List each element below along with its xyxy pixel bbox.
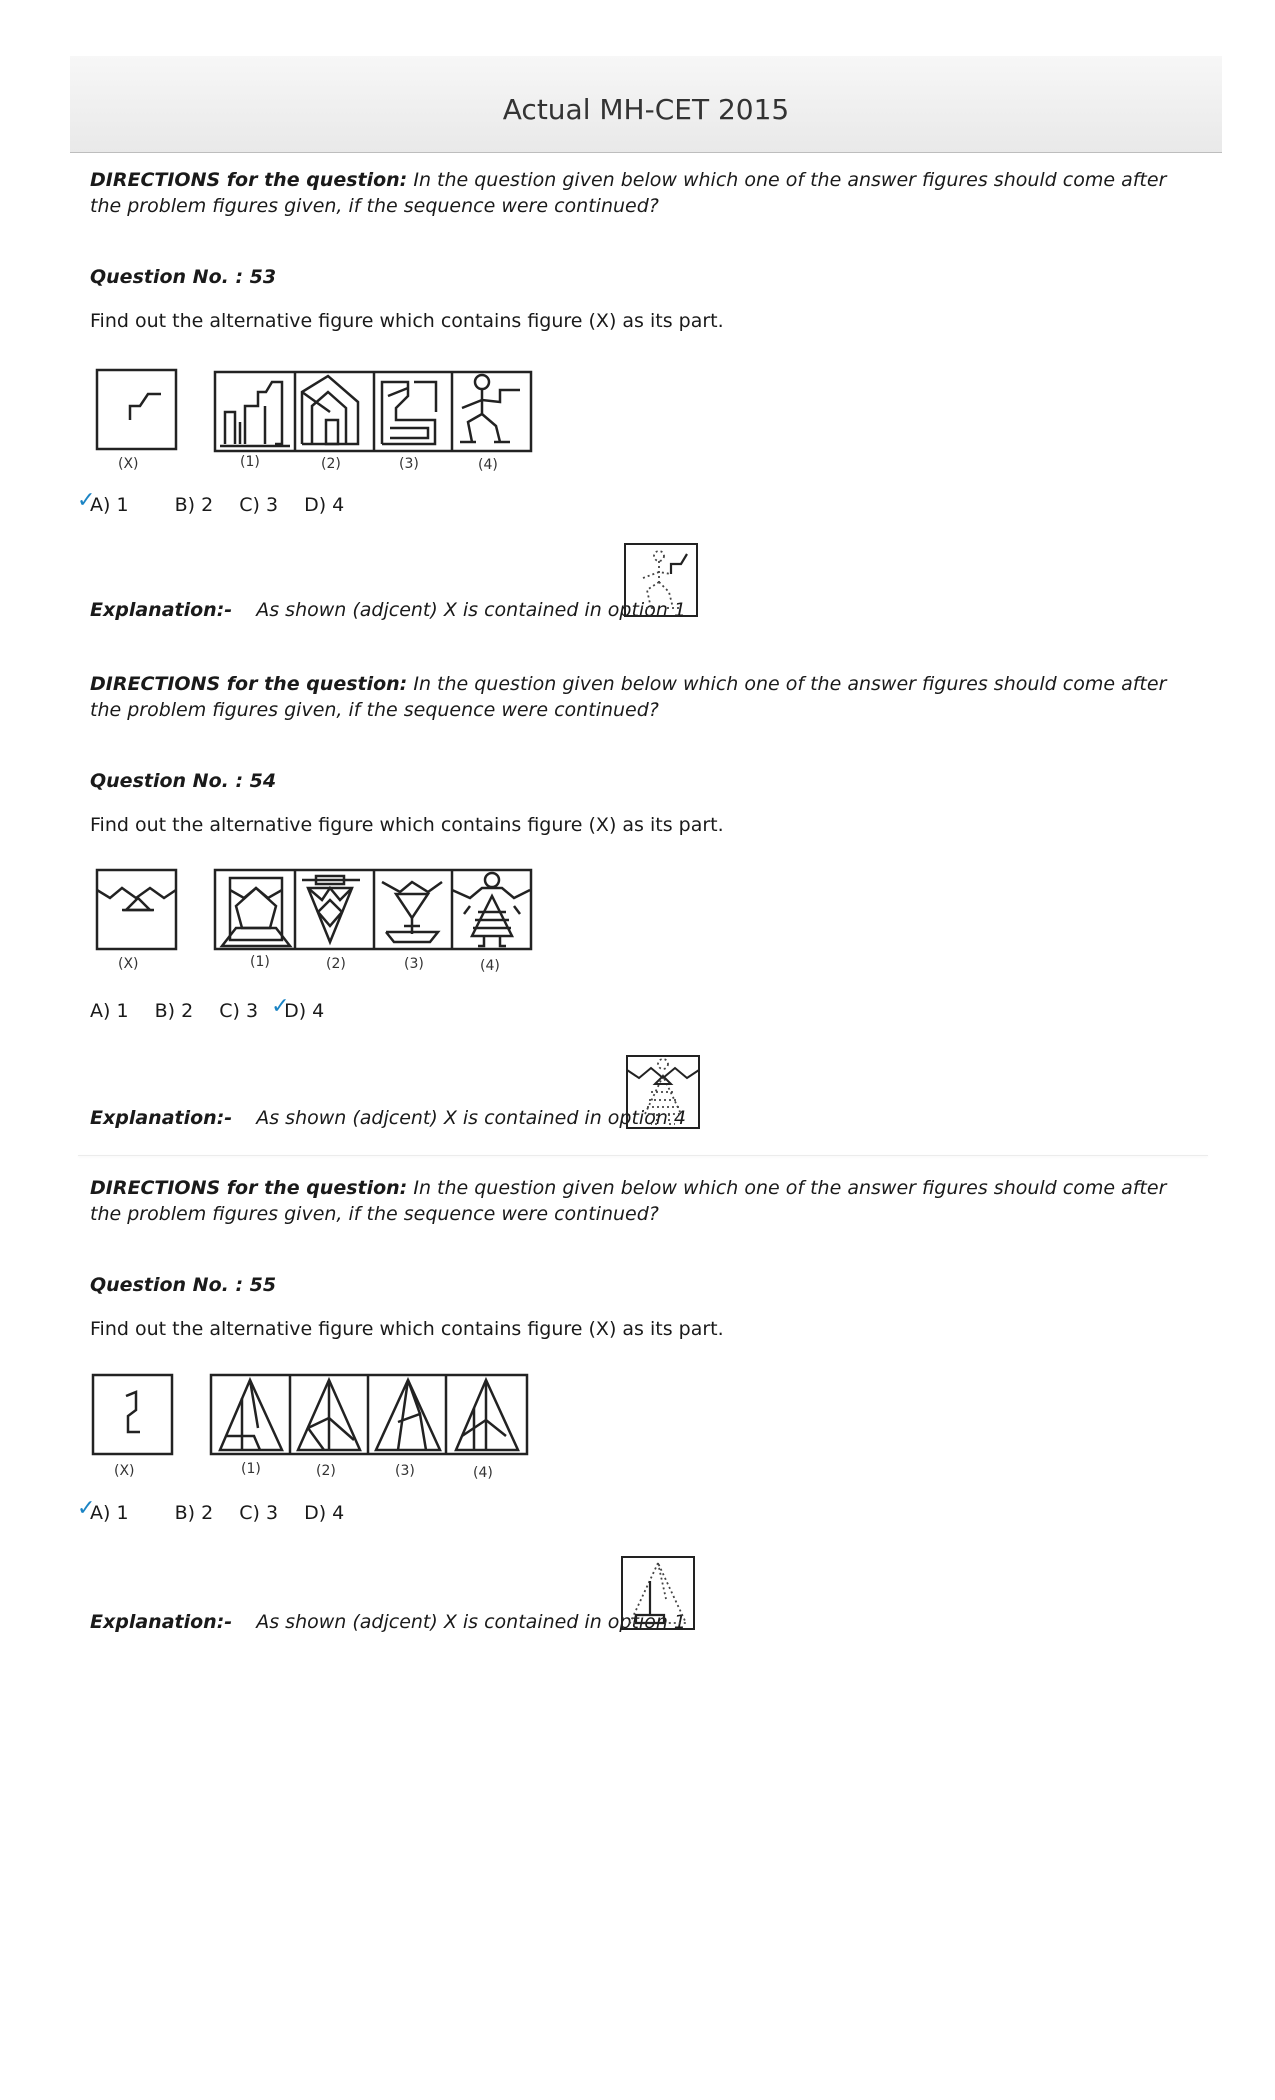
question-stem: Find out the alternative figure which contains figure (X) as its part. xyxy=(90,310,724,332)
figure-label-1: (1) xyxy=(241,1461,261,1477)
figure-label-2: (2) xyxy=(321,456,341,472)
question-stem: Find out the alternative figure which contains figure (X) as its part. xyxy=(90,814,724,836)
option-b[interactable]: B) 2 xyxy=(154,1000,194,1022)
explanation-label: Explanation:- xyxy=(90,1611,233,1633)
explanation xyxy=(90,1107,686,1129)
figure-strip xyxy=(90,362,550,472)
section-divider xyxy=(78,1155,1208,1156)
directions xyxy=(90,1175,1180,1227)
question-number: Question No. : 54 xyxy=(90,770,277,792)
explanation-figure xyxy=(623,542,699,620)
question-number: Question No. : 55 xyxy=(90,1274,277,1296)
question-block-55 xyxy=(77,1175,1180,1633)
question-stem: Find out the alternative figure which contains figure (X) as its part. xyxy=(90,1318,724,1340)
explanation-text: As shown (adjcent) X is contained in option 4 xyxy=(256,1107,686,1129)
option-a[interactable]: ✓ A) 1 xyxy=(77,1496,129,1524)
figure-label-x: (X) xyxy=(118,456,139,472)
question-block-53 xyxy=(77,167,1180,621)
checkmark-icon: ✓ xyxy=(77,1496,96,1521)
directions-text: In the question given below which one of the answer figures should come after the problem figures given, if the sequence were continued? xyxy=(90,1177,1167,1225)
option-a[interactable]: ✓ A) 1 xyxy=(77,488,129,516)
page-title: Actual MH-CET 2015 xyxy=(502,93,790,126)
option-c[interactable]: C) 3 xyxy=(239,1502,279,1524)
answer-options xyxy=(90,994,364,1022)
directions-label: DIRECTIONS for the question: xyxy=(90,673,408,695)
figure-label-2: (2) xyxy=(326,956,346,972)
figure-label-4: (4) xyxy=(478,457,498,472)
explanation-label: Explanation:- xyxy=(90,1107,233,1129)
question-number: Question No. : 53 xyxy=(90,266,277,288)
option-b[interactable]: B) 2 xyxy=(174,494,214,516)
figure-strip xyxy=(90,866,550,976)
figure-label-3: (3) xyxy=(399,456,419,472)
explanation xyxy=(90,1611,686,1633)
explanation-figure xyxy=(625,1054,701,1132)
figure-label-x: (X) xyxy=(118,956,139,972)
answer-options xyxy=(77,488,364,516)
figure-label-4: (4) xyxy=(473,1465,493,1480)
checkmark-icon: ✓ xyxy=(271,994,290,1019)
page-header xyxy=(70,56,1222,153)
figure-label-2: (2) xyxy=(316,1463,336,1479)
option-a[interactable]: A) 1 xyxy=(90,1000,129,1022)
option-c[interactable]: C) 3 xyxy=(239,494,279,516)
directions-label: DIRECTIONS for the question: xyxy=(90,1177,408,1199)
explanation-label: Explanation:- xyxy=(90,599,233,621)
option-d[interactable]: D) 4 xyxy=(304,494,345,516)
answer-options xyxy=(77,1496,364,1524)
directions-label: DIRECTIONS for the question: xyxy=(90,169,408,191)
figure-label-1: (1) xyxy=(250,954,270,970)
directions-text: In the question given below which one of the answer figures should come after the problem figures given, if the sequence were continued? xyxy=(90,169,1167,217)
option-d[interactable]: ✓ D) 4 xyxy=(271,994,325,1022)
figure-label-1: (1) xyxy=(240,454,260,470)
figure-label-x: (X) xyxy=(114,1463,135,1479)
directions xyxy=(90,167,1180,219)
figure-label-3: (3) xyxy=(404,956,424,972)
explanation xyxy=(90,599,686,621)
figure-label-3: (3) xyxy=(395,1463,415,1479)
explanation-text: As shown (adjcent) X is contained in option 1 xyxy=(256,1611,686,1633)
explanation-text: As shown (adjcent) X is contained in option 1 xyxy=(256,599,686,621)
directions xyxy=(90,671,1180,723)
question-block-54 xyxy=(90,671,1180,1129)
option-c[interactable]: C) 3 xyxy=(219,1000,259,1022)
checkmark-icon: ✓ xyxy=(77,488,96,513)
figure-label-4: (4) xyxy=(480,958,500,974)
option-d[interactable]: D) 4 xyxy=(304,1502,345,1524)
explanation-figure xyxy=(620,1555,696,1633)
directions-text: In the question given below which one of the answer figures should come after the problem figures given, if the sequence were continued? xyxy=(90,673,1167,721)
figure-strip xyxy=(86,1370,546,1480)
option-b[interactable]: B) 2 xyxy=(174,1502,214,1524)
